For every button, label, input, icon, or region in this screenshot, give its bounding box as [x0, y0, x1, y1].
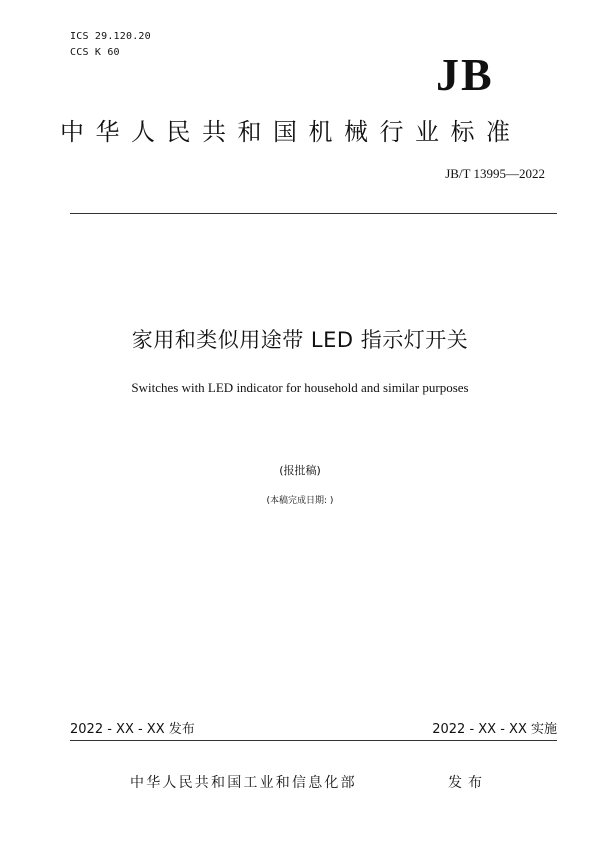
standard-number: JB/T 13995—2022 — [445, 166, 545, 181]
implement-date: 2022 - XX - XX 实施 — [432, 722, 557, 737]
top-divider — [70, 213, 557, 214]
draft-status: (报批稿) — [279, 464, 321, 477]
completion-date-note: (本稿完成日期: ) — [266, 496, 334, 506]
issue-label: 发布 — [448, 775, 488, 791]
title-chinese: 家用和类似用途带 LED 指示灯开关 — [131, 328, 469, 352]
title-english: Switches with LED indicator for household and similar purposes — [131, 380, 469, 395]
ics-code: ICS 29.120.20 — [70, 31, 151, 42]
issuing-ministry: 中华人民共和国工业和信息化部 — [130, 775, 357, 791]
org-title: 中华人民共和国机械行业标准 — [60, 118, 522, 146]
jb-logo: JB — [436, 49, 494, 100]
publish-date: 2022 - XX - XX 发布 — [70, 722, 195, 737]
bottom-divider — [70, 740, 557, 741]
ccs-code: CCS K 60 — [70, 47, 120, 58]
